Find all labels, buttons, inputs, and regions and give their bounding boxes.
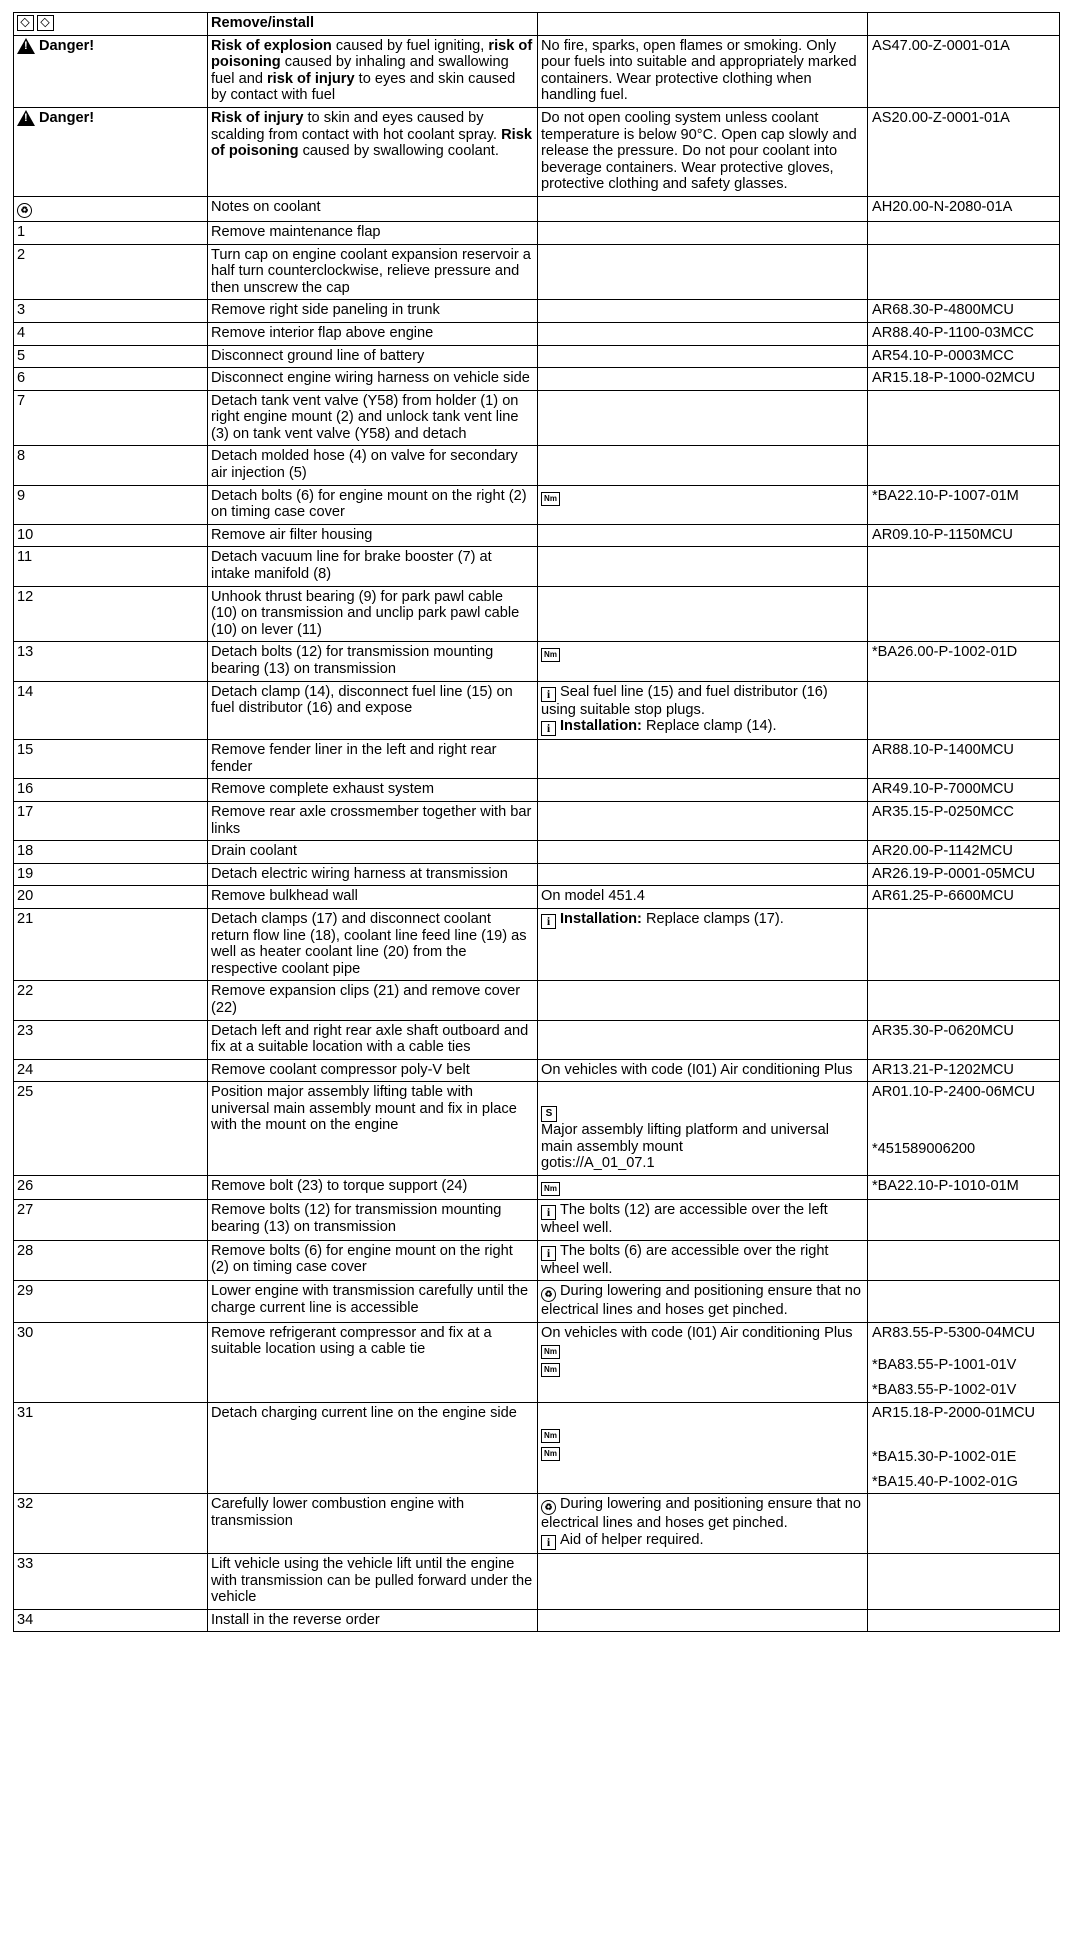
step-number: 7	[14, 390, 208, 446]
step-references	[868, 801, 1060, 840]
step-row	[14, 1402, 1060, 1494]
info-icon: i	[541, 1205, 556, 1220]
step-number: 22	[14, 981, 208, 1020]
step-number: 19	[14, 863, 208, 886]
header-empty	[538, 13, 868, 36]
note-line	[541, 911, 863, 929]
note-line	[541, 1283, 863, 1319]
step-references	[868, 863, 1060, 886]
note-bold: Installation:	[560, 718, 642, 735]
step-references	[868, 1402, 1060, 1494]
notes-empty	[538, 196, 868, 221]
info-icon: i	[541, 1535, 556, 1550]
step-notes	[538, 1059, 868, 1082]
step-number: 12	[14, 586, 208, 642]
note-text: On model 451.4	[541, 888, 645, 905]
spacer	[872, 1341, 1055, 1349]
step-number: 26	[14, 1176, 208, 1200]
danger-label-cell	[14, 35, 208, 107]
step-row	[14, 1281, 1060, 1323]
step-row	[14, 1176, 1060, 1200]
step-row	[14, 740, 1060, 779]
step-row	[14, 642, 1060, 681]
danger-label	[17, 110, 94, 127]
danger-row	[14, 35, 1060, 107]
step-notes	[538, 300, 868, 323]
step-references	[868, 390, 1060, 446]
step-row	[14, 524, 1060, 547]
spacer	[541, 1084, 863, 1104]
risk-text: caused by swallowing coolant.	[298, 143, 499, 160]
step-notes	[538, 547, 868, 586]
step-references	[868, 1082, 1060, 1176]
note-line	[541, 1325, 863, 1342]
procedure-table	[13, 12, 1060, 1632]
step-action: Drain coolant	[208, 841, 538, 864]
torque-spec-icon[interactable]: Nm	[541, 1345, 560, 1359]
header-title: Remove/install	[208, 13, 538, 36]
step-notes	[538, 524, 868, 547]
step-action: Remove air filter housing	[208, 524, 538, 547]
step-number: 16	[14, 779, 208, 802]
spacer	[872, 1441, 1055, 1449]
danger-measures: Do not open cooling system unless coolant temperature is below 90°C. Open cap slowly and release the pressure. Do not pour coolant into beverage containers. Wear protective gloves, protective clothing and safety glasses.	[538, 107, 868, 196]
danger-risk	[208, 107, 538, 196]
step-notes	[538, 1082, 868, 1176]
step-notes	[538, 863, 868, 886]
note-text[interactable]: gotis://A_01_07.1	[541, 1155, 655, 1172]
step-notes	[538, 221, 868, 244]
warning-triangle-icon	[17, 110, 35, 126]
step-row	[14, 1240, 1060, 1281]
environment-note-icon: ♻	[541, 1287, 556, 1302]
step-row	[14, 1554, 1060, 1610]
step-notes	[538, 779, 868, 802]
step-action: Position major assembly lifting table with universal main assembly mount and fix in place with the mount on the engine	[208, 1082, 538, 1176]
step-notes	[538, 1200, 868, 1241]
note-line	[541, 1104, 863, 1122]
info-icon: i	[541, 914, 556, 929]
note-line	[541, 684, 863, 719]
document-reference-link[interactable]: *BA15.30-P-1002-01E	[872, 1449, 1017, 1466]
step-action: Remove bolts (12) for transmission mounting bearing (13) on transmission	[208, 1200, 538, 1241]
step-number: 4	[14, 322, 208, 345]
step-notes	[538, 886, 868, 909]
risk-text: Risk of explosion	[211, 37, 332, 54]
step-references	[868, 1240, 1060, 1281]
step-notes	[538, 681, 868, 740]
step-action: Detach charging current line on the engine side	[208, 1402, 538, 1494]
document-reference-link[interactable]: AR20.00-P-1142MCU	[872, 843, 1013, 860]
spacer	[541, 1405, 863, 1425]
step-row	[14, 908, 1060, 980]
note-line	[541, 888, 863, 905]
step-references	[868, 524, 1060, 547]
notes-text: Notes on coolant	[208, 196, 538, 221]
step-row	[14, 446, 1060, 485]
notes-row	[14, 196, 1060, 221]
step-row	[14, 681, 1060, 740]
step-number: 15	[14, 740, 208, 779]
step-notes	[538, 1609, 868, 1632]
step-references	[868, 345, 1060, 368]
info-icon: i	[541, 721, 556, 736]
spacer	[872, 1374, 1055, 1382]
step-notes	[538, 1281, 868, 1323]
risk-text: caused by inhaling and swallowing fuel and	[211, 54, 509, 87]
step-number: 34	[14, 1609, 208, 1632]
step-action: Lower engine with transmission carefully until the charge current line is accessible	[208, 1281, 538, 1323]
step-row	[14, 390, 1060, 446]
step-references	[868, 221, 1060, 244]
step-row	[14, 1322, 1060, 1402]
document-reference-link[interactable]: AR15.18-P-2000-01MCU	[872, 1404, 1036, 1421]
risk-text: Risk of poisoning	[211, 126, 532, 160]
step-references	[868, 300, 1060, 323]
step-row	[14, 841, 1060, 864]
step-row	[14, 1020, 1060, 1059]
document-reference-link[interactable]: AR35.15-P-0250MCC	[872, 803, 1014, 820]
step-notes	[538, 368, 868, 391]
torque-spec-icon[interactable]: Nm	[541, 1182, 560, 1196]
note-line	[541, 1062, 863, 1079]
note-line	[541, 1243, 863, 1278]
document-reference-link[interactable]: AR15.18-P-1000-02MCU	[872, 370, 1036, 387]
note-line	[541, 488, 863, 506]
danger-label-cell	[14, 107, 208, 196]
step-references	[868, 642, 1060, 681]
step-action: Detach bolts (6) for engine mount on the right (2) on timing case cover	[208, 485, 538, 524]
note-text: On vehicles with code (I01) Air conditioning Plus	[541, 1324, 853, 1341]
note-text: On vehicles with code (I01) Air conditioning Plus	[541, 1061, 853, 1078]
step-action: Unhook thrust bearing (9) for park pawl cable (10) on transmission and unclip park pawl cable (10) on lever (11)	[208, 586, 538, 642]
step-row	[14, 221, 1060, 244]
note-line	[541, 644, 863, 662]
torque-spec-icon[interactable]: Nm	[541, 1447, 560, 1461]
step-references	[868, 779, 1060, 802]
note-line	[541, 1425, 863, 1443]
step-action: Remove expansion clips (21) and remove cover (22)	[208, 981, 538, 1020]
step-row	[14, 1059, 1060, 1082]
step-row	[14, 485, 1060, 524]
document-reference-link[interactable]: AR61.25-P-6600MCU	[872, 888, 1014, 905]
step-action: Detach bolts (12) for transmission mounting bearing (13) on transmission	[208, 642, 538, 681]
environment-note-icon: ♻	[541, 1500, 556, 1515]
note-bold: Installation:	[560, 910, 642, 927]
step-action: Remove complete exhaust system	[208, 779, 538, 802]
step-action: Remove maintenance flap	[208, 221, 538, 244]
warning-triangle-icon	[17, 38, 35, 54]
risk-text: to skin and eyes caused by scalding from contact with hot coolant spray.	[211, 109, 502, 143]
step-action: Disconnect engine wiring harness on vehicle side	[208, 368, 538, 391]
step-references	[868, 1609, 1060, 1632]
step-action: Detach electric wiring harness at transmission	[208, 863, 538, 886]
collapse-icon[interactable]	[37, 15, 54, 31]
step-references	[868, 681, 1060, 740]
step-number: 24	[14, 1059, 208, 1082]
step-references	[868, 841, 1060, 864]
document-reference-link[interactable]: AS47.00-Z-0001-01A	[868, 35, 1060, 107]
step-row	[14, 779, 1060, 802]
risk-text: risk of injury	[267, 70, 355, 87]
document-reference-link[interactable]: AH20.00-N-2080-01A	[868, 196, 1060, 221]
note-text: Aid of helper required.	[560, 1532, 704, 1548]
note-text: During lowering and positioning ensure that no electrical lines and hoses get pinched.	[541, 1283, 861, 1319]
info-icon: i	[541, 1246, 556, 1261]
step-action: Remove coolant compressor poly-V belt	[208, 1059, 538, 1082]
step-notes	[538, 981, 868, 1020]
step-action: Remove fender liner in the left and right rear fender	[208, 740, 538, 779]
step-number: 21	[14, 908, 208, 980]
step-action: Lift vehicle using the vehicle lift until the engine with transmission can be pulled forward under the vehicle	[208, 1554, 538, 1610]
document-reference-link[interactable]: *BA83.55-P-1002-01V	[872, 1382, 1017, 1399]
document-reference-link[interactable]: AR01.10-P-2400-06MCU	[872, 1084, 1036, 1101]
note-line	[541, 1122, 863, 1155]
step-notes	[538, 244, 868, 300]
header-row	[14, 13, 1060, 36]
step-action: Install in the reverse order	[208, 1609, 538, 1632]
note-line	[541, 1532, 863, 1550]
torque-spec-icon[interactable]: Nm	[541, 1363, 560, 1377]
step-number: 20	[14, 886, 208, 909]
step-notes	[538, 485, 868, 524]
step-number: 8	[14, 446, 208, 485]
step-action: Carefully lower combustion engine with transmission	[208, 1494, 538, 1554]
expand-icon[interactable]	[17, 15, 34, 31]
step-action: Detach clamp (14), disconnect fuel line (15) on fuel distributor (16) and expose	[208, 681, 538, 740]
risk-text: risk of poisoning	[211, 37, 533, 71]
step-number: 25	[14, 1082, 208, 1176]
document-reference-link[interactable]: AR83.55-P-5300-04MCU	[872, 1324, 1036, 1341]
step-action: Disconnect ground line of battery	[208, 345, 538, 368]
step-number: 10	[14, 524, 208, 547]
step-row	[14, 300, 1060, 323]
document-reference-link[interactable]: AR54.10-P-0003MCC	[872, 347, 1014, 364]
step-action: Detach clamps (17) and disconnect coolant return flow line (18), coolant line feed line (19) as well as heater coolant line (20) from the respective coolant pipe	[208, 908, 538, 980]
step-row	[14, 244, 1060, 300]
step-references	[868, 322, 1060, 345]
step-references	[868, 547, 1060, 586]
step-number: 18	[14, 841, 208, 864]
step-action: Detach molded hose (4) on valve for secondary air injection (5)	[208, 446, 538, 485]
procedure-document	[13, 12, 1059, 1632]
step-number: 1	[14, 221, 208, 244]
step-row	[14, 886, 1060, 909]
step-notes	[538, 1322, 868, 1402]
document-reference-link[interactable]: AR49.10-P-7000MCU	[872, 781, 1014, 798]
document-reference-link[interactable]: *BA22.10-P-1007-01M	[872, 487, 1019, 504]
step-references	[868, 1494, 1060, 1554]
step-notes	[538, 1176, 868, 1200]
danger-text: Danger!	[39, 37, 95, 54]
step-references	[868, 740, 1060, 779]
step-notes	[538, 1494, 868, 1554]
spacer	[872, 1121, 1055, 1141]
step-action: Remove interior flap above engine	[208, 322, 538, 345]
note-line	[541, 1178, 863, 1196]
document-reference-link[interactable]: *BA83.55-P-1001-01V	[872, 1357, 1017, 1374]
document-reference-link[interactable]: AR09.10-P-1150MCU	[872, 526, 1013, 543]
document-reference-link[interactable]: AR68.30-P-4800MCU	[872, 302, 1014, 319]
danger-text: Danger!	[39, 109, 95, 126]
step-number: 23	[14, 1020, 208, 1059]
step-number: 13	[14, 642, 208, 681]
step-row	[14, 863, 1060, 886]
step-row	[14, 1082, 1060, 1176]
spacer	[872, 1349, 1055, 1357]
document-reference-link[interactable]: *BA26.00-P-1002-01D	[872, 644, 1018, 661]
step-notes	[538, 801, 868, 840]
step-row	[14, 322, 1060, 345]
step-notes	[538, 1020, 868, 1059]
risk-text: Risk of injury	[211, 109, 304, 126]
step-notes	[538, 841, 868, 864]
step-references	[868, 908, 1060, 980]
torque-spec-icon[interactable]: Nm	[541, 1429, 560, 1443]
step-notes	[538, 908, 868, 980]
document-reference-link[interactable]: AR26.19-P-0001-05MCU	[872, 865, 1036, 882]
step-number: 17	[14, 801, 208, 840]
torque-spec-icon[interactable]: Nm	[541, 492, 560, 506]
note-text: Replace clamp (14).	[641, 718, 777, 735]
note-line	[541, 1341, 863, 1359]
step-number: 32	[14, 1494, 208, 1554]
step-references	[868, 886, 1060, 909]
step-number: 6	[14, 368, 208, 391]
step-notes	[538, 642, 868, 681]
step-references	[868, 1322, 1060, 1402]
environment-note-icon: ♻	[17, 203, 32, 218]
note-text: During lowering and positioning ensure that no electrical lines and hoses get pinched.	[541, 1496, 861, 1532]
danger-risk	[208, 35, 538, 107]
step-references	[868, 981, 1060, 1020]
note-line	[541, 718, 863, 736]
note-text: Major assembly lifting platform and universal main assembly mount	[541, 1122, 829, 1155]
step-notes	[538, 1402, 868, 1494]
step-notes	[538, 586, 868, 642]
step-references	[868, 1020, 1060, 1059]
note-text: The bolts (6) are accessible over the right wheel well.	[541, 1242, 829, 1277]
step-row	[14, 1609, 1060, 1632]
risk-text: caused by fuel igniting,	[331, 37, 489, 54]
step-action: Remove bolt (23) to torque support (24)	[208, 1176, 538, 1200]
step-notes	[538, 446, 868, 485]
danger-measures: No fire, sparks, open flames or smoking. Only pour fuels into suitable and appropriately marked containers. Wear protective clothing when handling fuel.	[538, 35, 868, 107]
step-references	[868, 446, 1060, 485]
step-row	[14, 981, 1060, 1020]
step-row	[14, 586, 1060, 642]
step-number: 27	[14, 1200, 208, 1241]
step-notes	[538, 390, 868, 446]
document-reference-link[interactable]: AR35.30-P-0620MCU	[872, 1022, 1014, 1039]
step-action: Turn cap on engine coolant expansion reservoir a half turn counterclockwise, relieve pressure and then unscrew the cap	[208, 244, 538, 300]
step-references	[868, 1281, 1060, 1323]
note-line	[541, 1496, 863, 1532]
spacer	[872, 1421, 1055, 1441]
step-notes	[538, 1240, 868, 1281]
step-notes	[538, 1554, 868, 1610]
step-action: Detach tank vent valve (Y58) from holder (1) on right engine mount (2) and unlock tank vent line (3) on tank vent valve (Y58) and detach	[208, 390, 538, 446]
step-references	[868, 1554, 1060, 1610]
step-action: Remove rear axle crossmember together with bar links	[208, 801, 538, 840]
step-references	[868, 586, 1060, 642]
document-reference-link[interactable]: AR88.10-P-1400MCU	[872, 742, 1014, 759]
danger-row	[14, 107, 1060, 196]
step-number: 9	[14, 485, 208, 524]
special-tool-icon[interactable]: S	[541, 1106, 557, 1122]
note-line	[541, 1359, 863, 1377]
step-references	[868, 1176, 1060, 1200]
step-number: 11	[14, 547, 208, 586]
note-line	[541, 1202, 863, 1237]
torque-spec-icon[interactable]: Nm	[541, 648, 560, 662]
step-number: 30	[14, 1322, 208, 1402]
document-reference-link[interactable]: *BA22.10-P-1010-01M	[872, 1178, 1019, 1195]
step-row	[14, 368, 1060, 391]
document-reference-link[interactable]: AR13.21-P-1202MCU	[872, 1061, 1014, 1078]
step-action: Detach vacuum line for brake booster (7) at intake manifold (8)	[208, 547, 538, 586]
document-reference-link[interactable]: *451589006200	[872, 1140, 976, 1157]
step-action: Remove refrigerant compressor and fix at a suitable location using a cable tie	[208, 1322, 538, 1402]
step-number: 33	[14, 1554, 208, 1610]
note-text: Replace clamps (17).	[641, 910, 784, 927]
info-icon: i	[541, 687, 556, 702]
note-text: The bolts (12) are accessible over the left wheel well.	[541, 1202, 828, 1237]
note-text: Seal fuel line (15) and fuel distributor (16) using suitable stop plugs.	[541, 683, 828, 718]
step-action: Detach left and right rear axle shaft outboard and fix at a suitable location with a cable ties	[208, 1020, 538, 1059]
note-line	[541, 1155, 863, 1172]
step-number: 3	[14, 300, 208, 323]
step-number: 28	[14, 1240, 208, 1281]
step-notes	[538, 345, 868, 368]
step-row	[14, 345, 1060, 368]
step-number: 31	[14, 1402, 208, 1494]
step-action: Remove bolts (6) for engine mount on the right (2) on timing case cover	[208, 1240, 538, 1281]
document-reference-link[interactable]: *BA15.40-P-1002-01G	[872, 1473, 1019, 1490]
step-action: Remove bulkhead wall	[208, 886, 538, 909]
step-action: Remove right side paneling in trunk	[208, 300, 538, 323]
risk-text: to eyes and skin caused by contact with fuel	[211, 70, 516, 104]
step-row	[14, 1200, 1060, 1241]
step-number: 5	[14, 345, 208, 368]
document-reference-link[interactable]: AS20.00-Z-0001-01A	[868, 107, 1060, 196]
note-line	[541, 1443, 863, 1461]
step-number: 2	[14, 244, 208, 300]
step-row	[14, 1494, 1060, 1554]
step-references	[868, 485, 1060, 524]
step-notes	[538, 322, 868, 345]
step-row	[14, 801, 1060, 840]
document-reference-link[interactable]: AR88.40-P-1100-03MCC	[872, 324, 1034, 341]
header-icons	[14, 13, 208, 36]
danger-label	[17, 38, 94, 55]
step-references	[868, 1200, 1060, 1241]
step-number: 14	[14, 681, 208, 740]
notes-icon-cell	[14, 196, 208, 221]
step-notes	[538, 740, 868, 779]
step-references	[868, 244, 1060, 300]
step-number: 29	[14, 1281, 208, 1323]
spacer	[872, 1101, 1055, 1121]
header-empty	[868, 13, 1060, 36]
step-references	[868, 1059, 1060, 1082]
step-references	[868, 368, 1060, 391]
step-row	[14, 547, 1060, 586]
spacer	[872, 1466, 1055, 1474]
